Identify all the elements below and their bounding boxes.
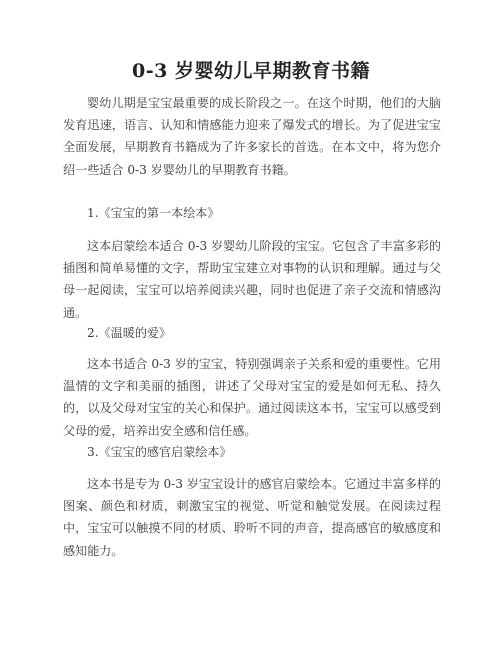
document-title: 0-3 岁婴幼儿早期教育书籍	[132, 60, 370, 82]
section-heading-3: 3.《宝宝的感官启蒙绘本》	[87, 445, 232, 459]
section-body-2: 这本书适合 0-3 岁的宝宝，特别强调亲子关系和爱的重要性。它用温情的文字和美丽的插图，讲述了父母对宝宝的爱是如何无私、持久的，以及父母对宝宝的关心和保护。通过阅读这本书，宝宝可以感受到父母的爱，培养出安全感和信任感。	[63, 357, 441, 438]
section-heading-1: 1.《宝宝的第一本绘本》	[87, 206, 220, 220]
section-body-3: 这本书是专为 0-3 岁宝宝设计的感官启蒙绘本。它通过丰富多样的图案、颜色和材质，刺激宝宝的视觉、听觉和触觉发展。在阅读过程中，宝宝可以触摸不同的材质、聆听不同的声音，提高感官的敏感度和感知能力。	[63, 477, 441, 558]
intro-paragraph: 婴幼儿期是宝宝最重要的成长阶段之一。在这个时期，他们的大脑发育迅速，语言、认知和情感能力迎来了爆发式的增长。为了促进宝宝全面发展，早期教育书籍成为了许多家长的首选。在本文中，将为您介绍一些适合 0-3 岁婴幼儿的早期教育书籍。	[63, 96, 441, 177]
section-body-1: 这本启蒙绘本适合 0-3 岁婴幼儿阶段的宝宝。它包含了丰富多彩的插图和简单易懂的文字，帮助宝宝建立对事物的认识和理解。通过与父母一起阅读，宝宝可以培养阅读兴趣，同时也促进了亲子交流和情感沟通。	[63, 239, 441, 320]
section-heading-2: 2.《温暖的爱》	[87, 326, 172, 340]
